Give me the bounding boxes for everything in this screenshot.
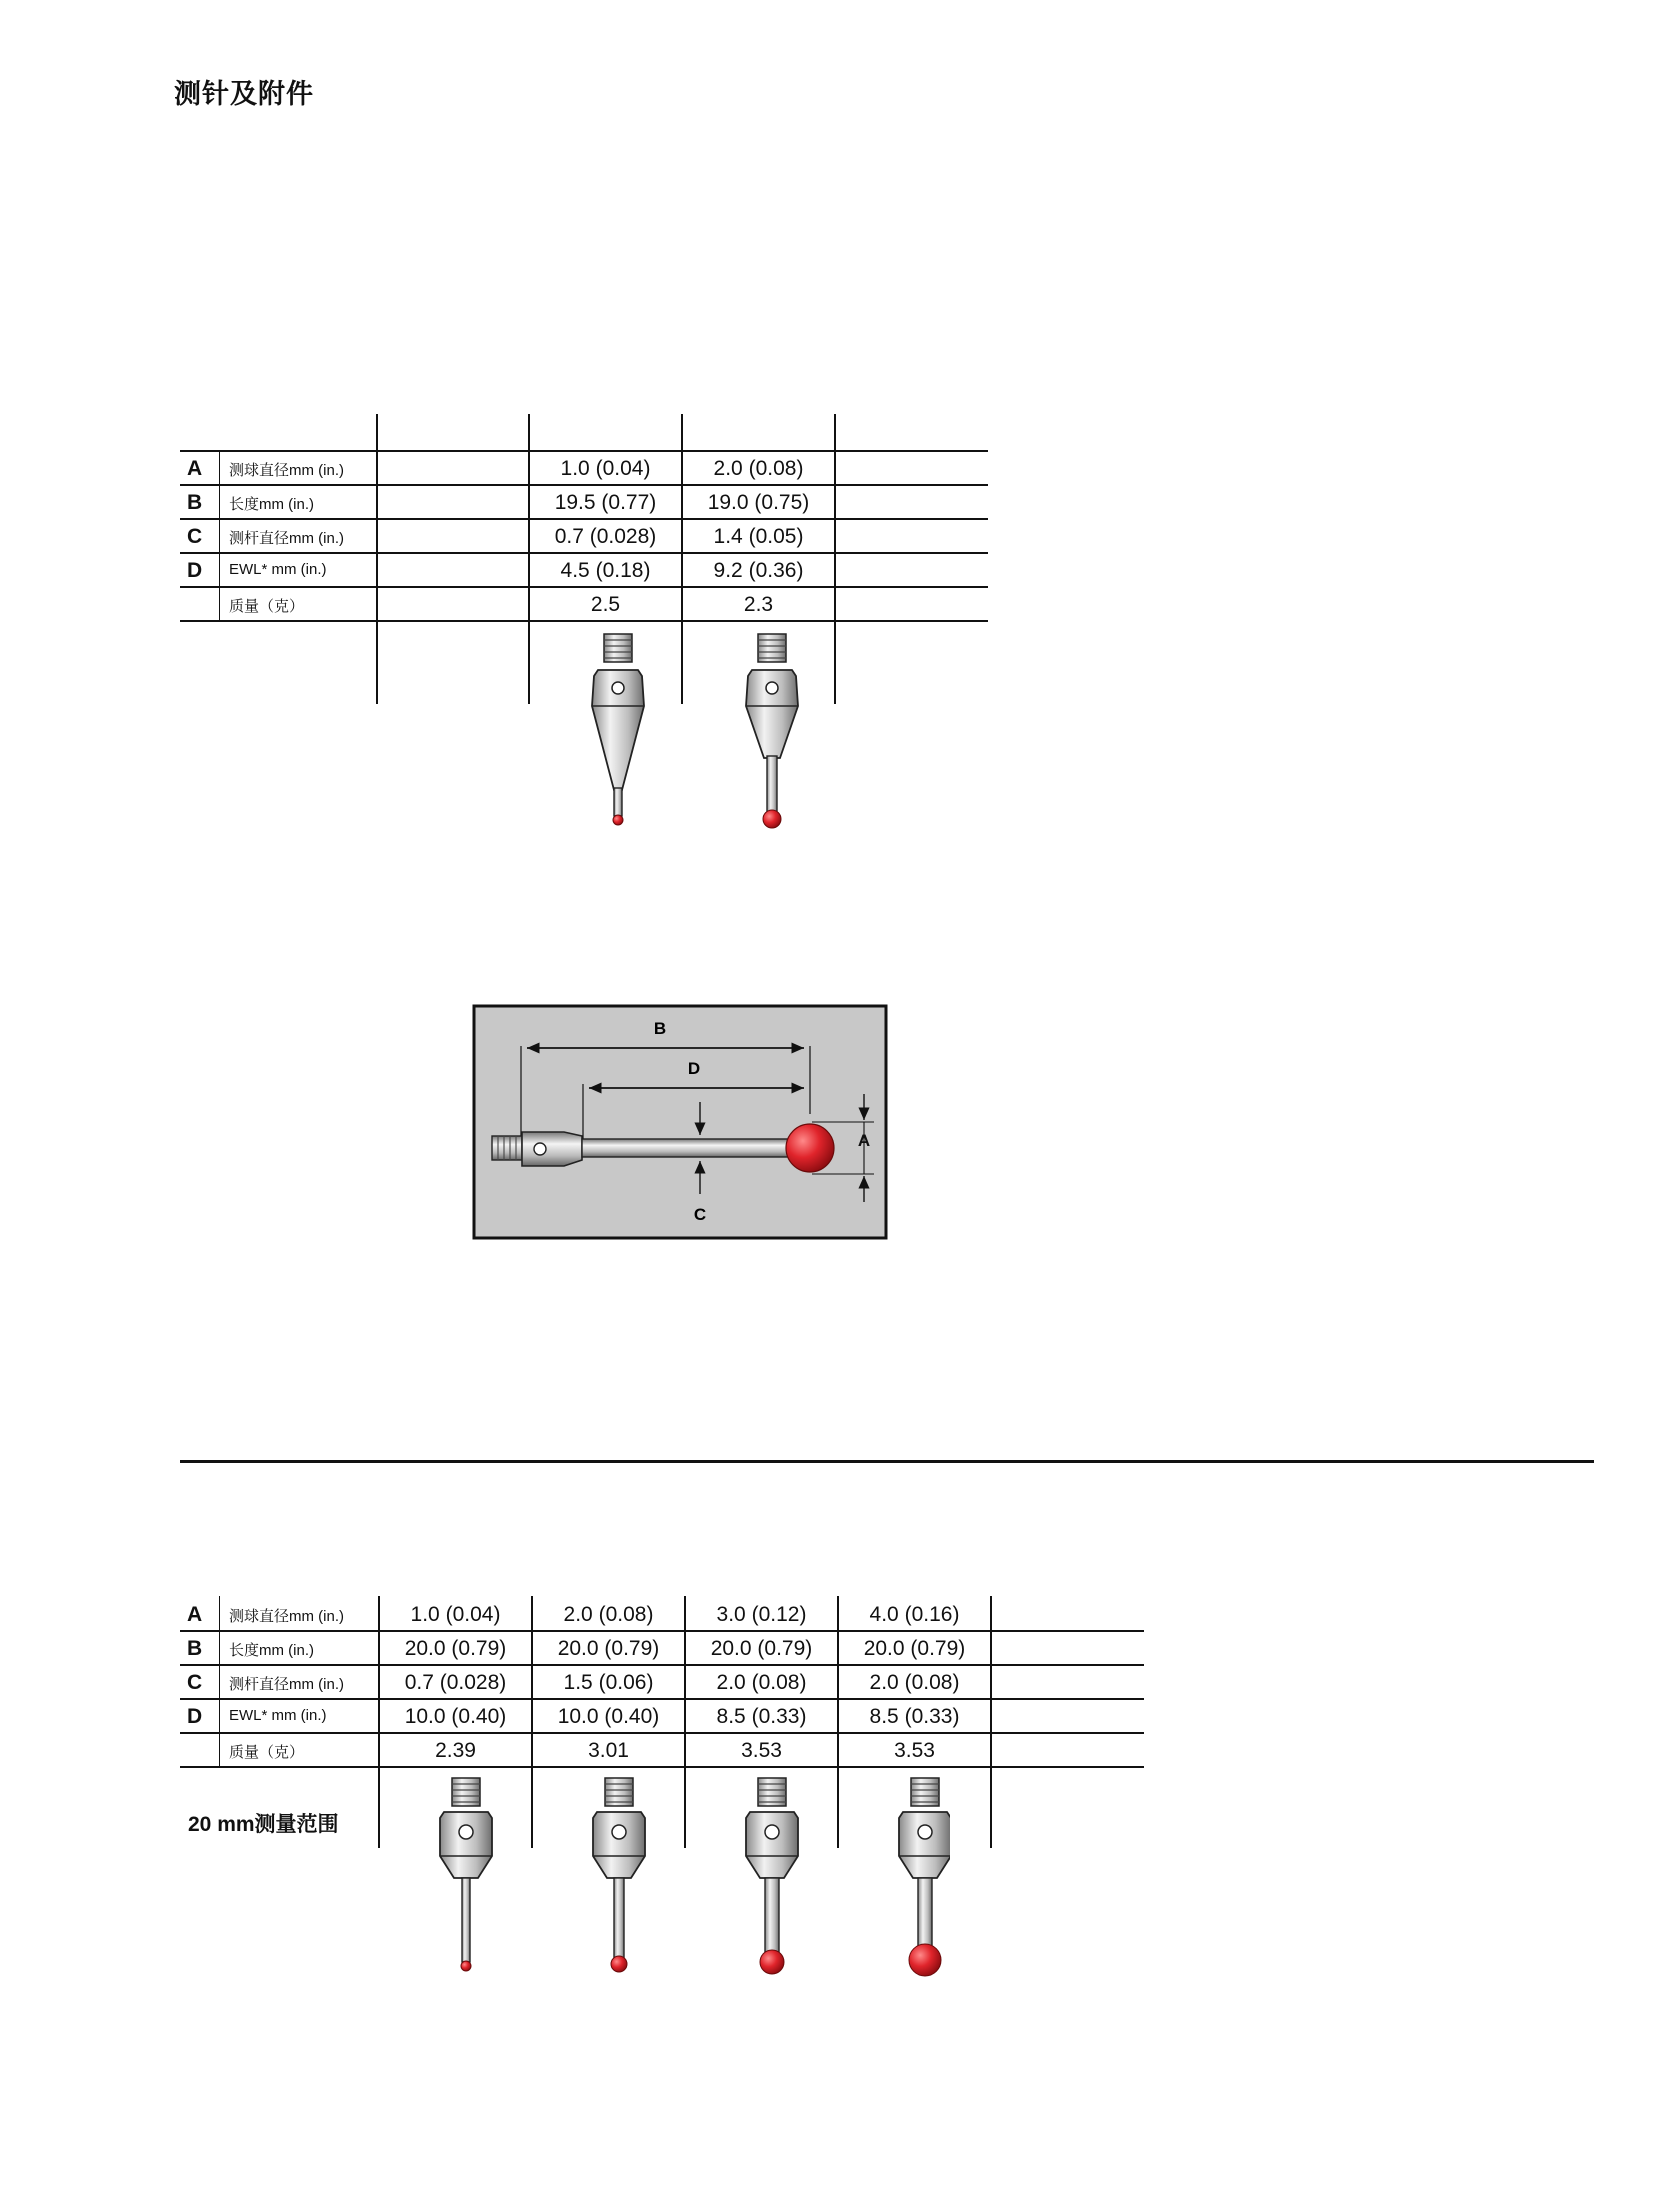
dim-label-c: C bbox=[693, 1205, 707, 1224]
table-cell: 20.0 (0.79) bbox=[557, 1637, 660, 1660]
stylus-illustrations-2 bbox=[390, 1774, 950, 2004]
row-label: 质量（克） bbox=[229, 1744, 305, 1761]
stylus-icon bbox=[593, 1778, 645, 1972]
dim-label-d: D bbox=[687, 1059, 701, 1078]
row-label: 长度mm (in.) bbox=[229, 496, 314, 513]
section-divider bbox=[180, 1460, 1594, 1463]
row-letter: B bbox=[187, 491, 203, 514]
table-cell: 1.0 (0.04) bbox=[410, 1603, 501, 1626]
dimension-diagram bbox=[472, 1004, 888, 1240]
table-cell: 2.0 (0.08) bbox=[563, 1603, 654, 1626]
table-cell: 20.0 (0.79) bbox=[863, 1637, 966, 1660]
page-title: 测针及附件 bbox=[174, 79, 314, 109]
row-letter: D bbox=[187, 559, 203, 582]
table-cell: 2.0 (0.08) bbox=[716, 1671, 807, 1694]
row-letter: A bbox=[187, 1603, 203, 1626]
table-cell: 3.0 (0.12) bbox=[716, 1603, 807, 1626]
table-cell: 2.3 bbox=[743, 593, 774, 616]
row-letter: A bbox=[187, 457, 203, 480]
stylus-icon bbox=[899, 1778, 950, 1976]
table-cell: 1.4 (0.05) bbox=[713, 525, 804, 548]
table-cell: 4.0 (0.16) bbox=[869, 1603, 960, 1626]
table-cell: 8.5 (0.33) bbox=[869, 1705, 960, 1728]
row-letter: C bbox=[187, 525, 203, 548]
row-label: 测球直径mm (in.) bbox=[229, 462, 344, 479]
stylus-icon bbox=[592, 634, 644, 825]
row-label: EWL* mm (in.) bbox=[229, 561, 327, 578]
table-cell: 2.5 bbox=[590, 593, 621, 616]
table-cell: 4.5 (0.18) bbox=[560, 559, 651, 582]
table-cell: 3.53 bbox=[741, 1739, 782, 1762]
stylus-icon bbox=[746, 1778, 798, 1974]
table-cell: 3.01 bbox=[588, 1739, 629, 1762]
row-label: 质量（克） bbox=[229, 598, 305, 615]
table-cell: 0.7 (0.028) bbox=[554, 525, 657, 548]
table-cell: 8.5 (0.33) bbox=[716, 1705, 807, 1728]
dim-label-a: A bbox=[857, 1131, 871, 1150]
stylus-icon bbox=[440, 1778, 492, 1971]
table-cell: 10.0 (0.40) bbox=[557, 1705, 660, 1728]
table-cell: 3.53 bbox=[894, 1739, 935, 1762]
table-cell: 0.7 (0.028) bbox=[404, 1671, 507, 1694]
row-label: 测球直径mm (in.) bbox=[229, 1608, 344, 1625]
row-label: 长度mm (in.) bbox=[229, 1642, 314, 1659]
row-label: 测杆直径mm (in.) bbox=[229, 1676, 344, 1693]
table-cell: 19.0 (0.75) bbox=[707, 491, 810, 514]
row-letter: C bbox=[187, 1671, 203, 1694]
table-cell: 10.0 (0.40) bbox=[404, 1705, 507, 1728]
row-label: EWL* mm (in.) bbox=[229, 1707, 327, 1724]
row-label: 测杆直径mm (in.) bbox=[229, 530, 344, 547]
table-cell: 2.39 bbox=[435, 1739, 476, 1762]
table-cell: 20.0 (0.79) bbox=[710, 1637, 813, 1660]
table-cell: 20.0 (0.79) bbox=[404, 1637, 507, 1660]
row-letter: B bbox=[187, 1637, 203, 1660]
table-cell: 2.0 (0.08) bbox=[869, 1671, 960, 1694]
stylus-icon bbox=[746, 634, 798, 828]
stylus-illustrations-1 bbox=[540, 630, 840, 850]
table-cell: 19.5 (0.77) bbox=[554, 491, 657, 514]
table-cell: 1.5 (0.06) bbox=[563, 1671, 654, 1694]
row-letter: D bbox=[187, 1705, 203, 1728]
table-cell: 1.0 (0.04) bbox=[560, 457, 651, 480]
table-cell: 2.0 (0.08) bbox=[713, 457, 804, 480]
dim-label-b: B bbox=[653, 1019, 667, 1038]
range-label: 20 mm测量范围 bbox=[188, 1813, 339, 1836]
table-cell: 9.2 (0.36) bbox=[713, 559, 804, 582]
